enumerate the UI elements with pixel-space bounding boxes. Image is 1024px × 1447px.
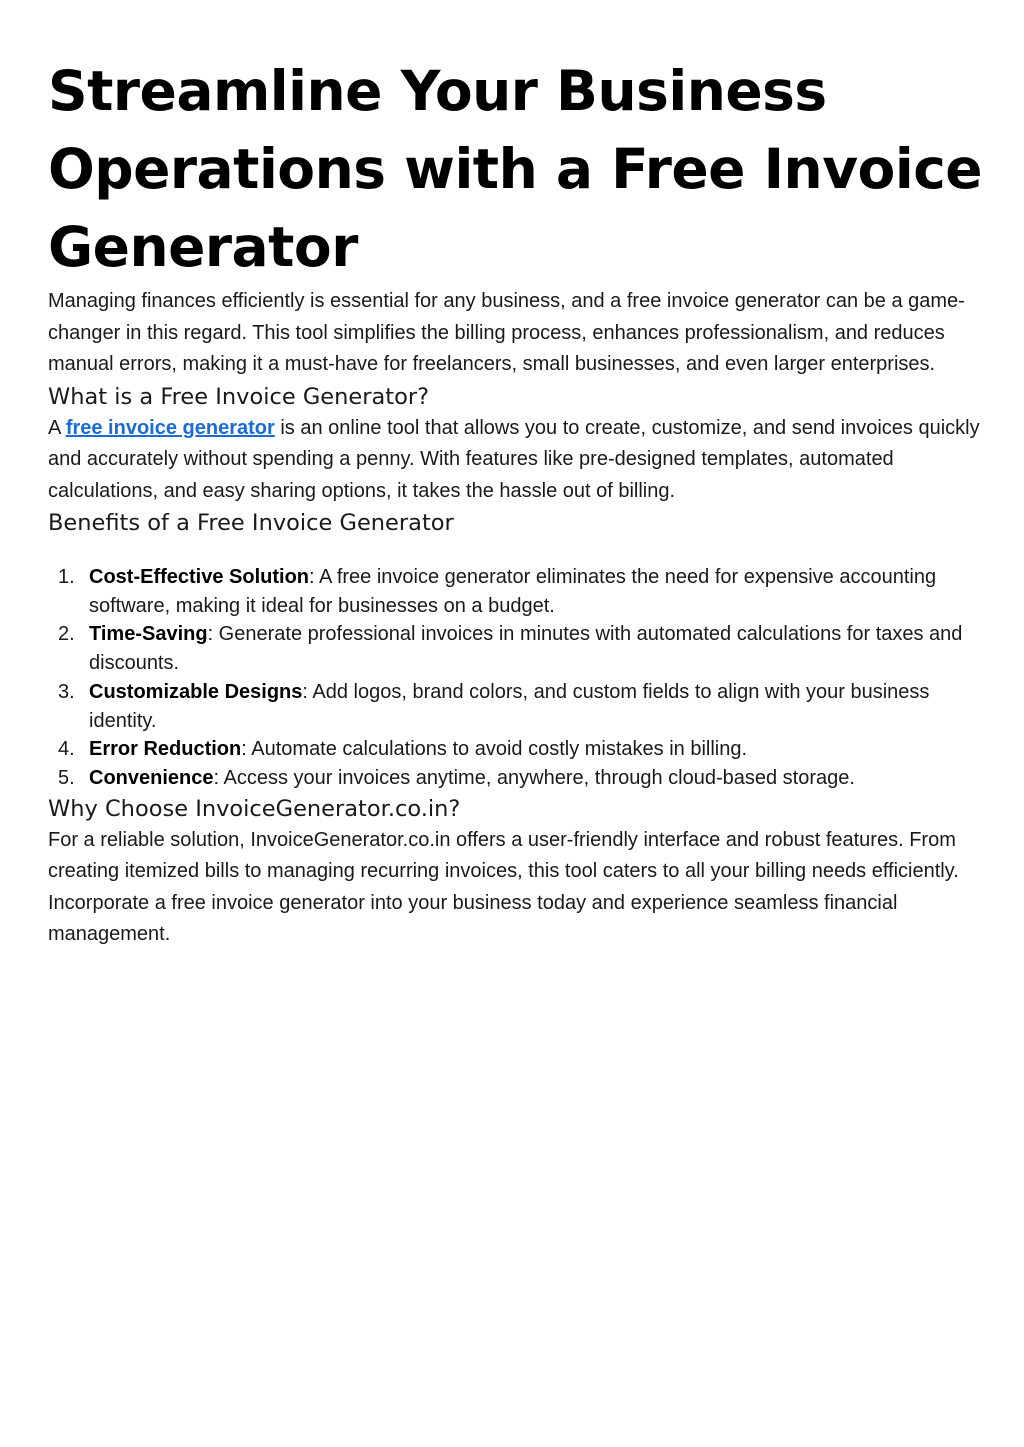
list-item-number: 5. (58, 766, 75, 789)
list-item (48, 678, 983, 735)
list-item-title: Convenience (89, 766, 214, 789)
list-item-title: Error Reduction (89, 738, 242, 761)
benefits-list (48, 563, 983, 793)
list-item-number: 4. (58, 738, 75, 761)
list-item-title: Customizable Designs (89, 680, 303, 703)
why-section-heading: Why Choose InvoiceGenerator.co.in? (48, 795, 461, 822)
free-invoice-generator-link[interactable]: free invoice generator (65, 416, 275, 439)
article (48, 52, 983, 951)
what-section-heading: What is a Free Invoice Generator? (48, 383, 430, 410)
list-item-title: Cost-Effective Solution (89, 566, 310, 588)
page-title: Streamline Your Business Operations with a Free Invoice Generator (48, 59, 983, 279)
why-section-paragraph: For a reliable solution, InvoiceGenerator.co.in offers a user-friendly interface and robust features. From creating itemized bills to managing recurring invoices, this tool caters to all your billing needs efficiently. (48, 828, 959, 883)
list-item (48, 563, 983, 620)
list-item-text: : A free invoice generator eliminates the need for expensive accounting software, making it ideal for businesses on a budget. (89, 566, 937, 617)
intro-paragraph: Managing finances efficiently is essential for any business, and a free invoice generator can be a game-changer in this regard. This tool simplifies the billing process, enhances professionalism, and reduces manual errors, making it a must-have for freelancers, small businesses, and even larger enterprises. (48, 290, 965, 375)
what-section-paragraph (48, 413, 983, 508)
list-item (48, 764, 983, 793)
list-item-text: : Automate calculations to avoid costly mistakes in billing. (241, 738, 748, 761)
closing-paragraph: Incorporate a free invoice generator into your business today and experience seamless financial management. (48, 891, 898, 946)
list-item-text: : Add logos, brand colors, and custom fields to align with your business identity. (89, 680, 930, 732)
what-prefix: A (48, 416, 61, 439)
list-item-title: Time-Saving (89, 623, 208, 646)
what-body: is an online tool that allows you to create, customize, and send invoices quickly and accurately without spending a penny. With features like pre-designed templates, automated calculations, and easy sharing options, it takes the hassle out of billing. (48, 416, 980, 502)
list-item-number: 1. (58, 566, 75, 588)
list-item-number: 2. (58, 623, 75, 646)
list-item (48, 620, 983, 677)
list-item (48, 735, 983, 764)
benefits-section-heading: Benefits of a Free Invoice Generator (48, 510, 454, 536)
list-item-text: : Access your invoices anytime, anywhere, through cloud-based storage. (213, 766, 855, 789)
list-item-number: 3. (58, 680, 75, 703)
list-item-text: : Generate professional invoices in minutes with automated calculations for taxes and discounts. (89, 623, 963, 675)
